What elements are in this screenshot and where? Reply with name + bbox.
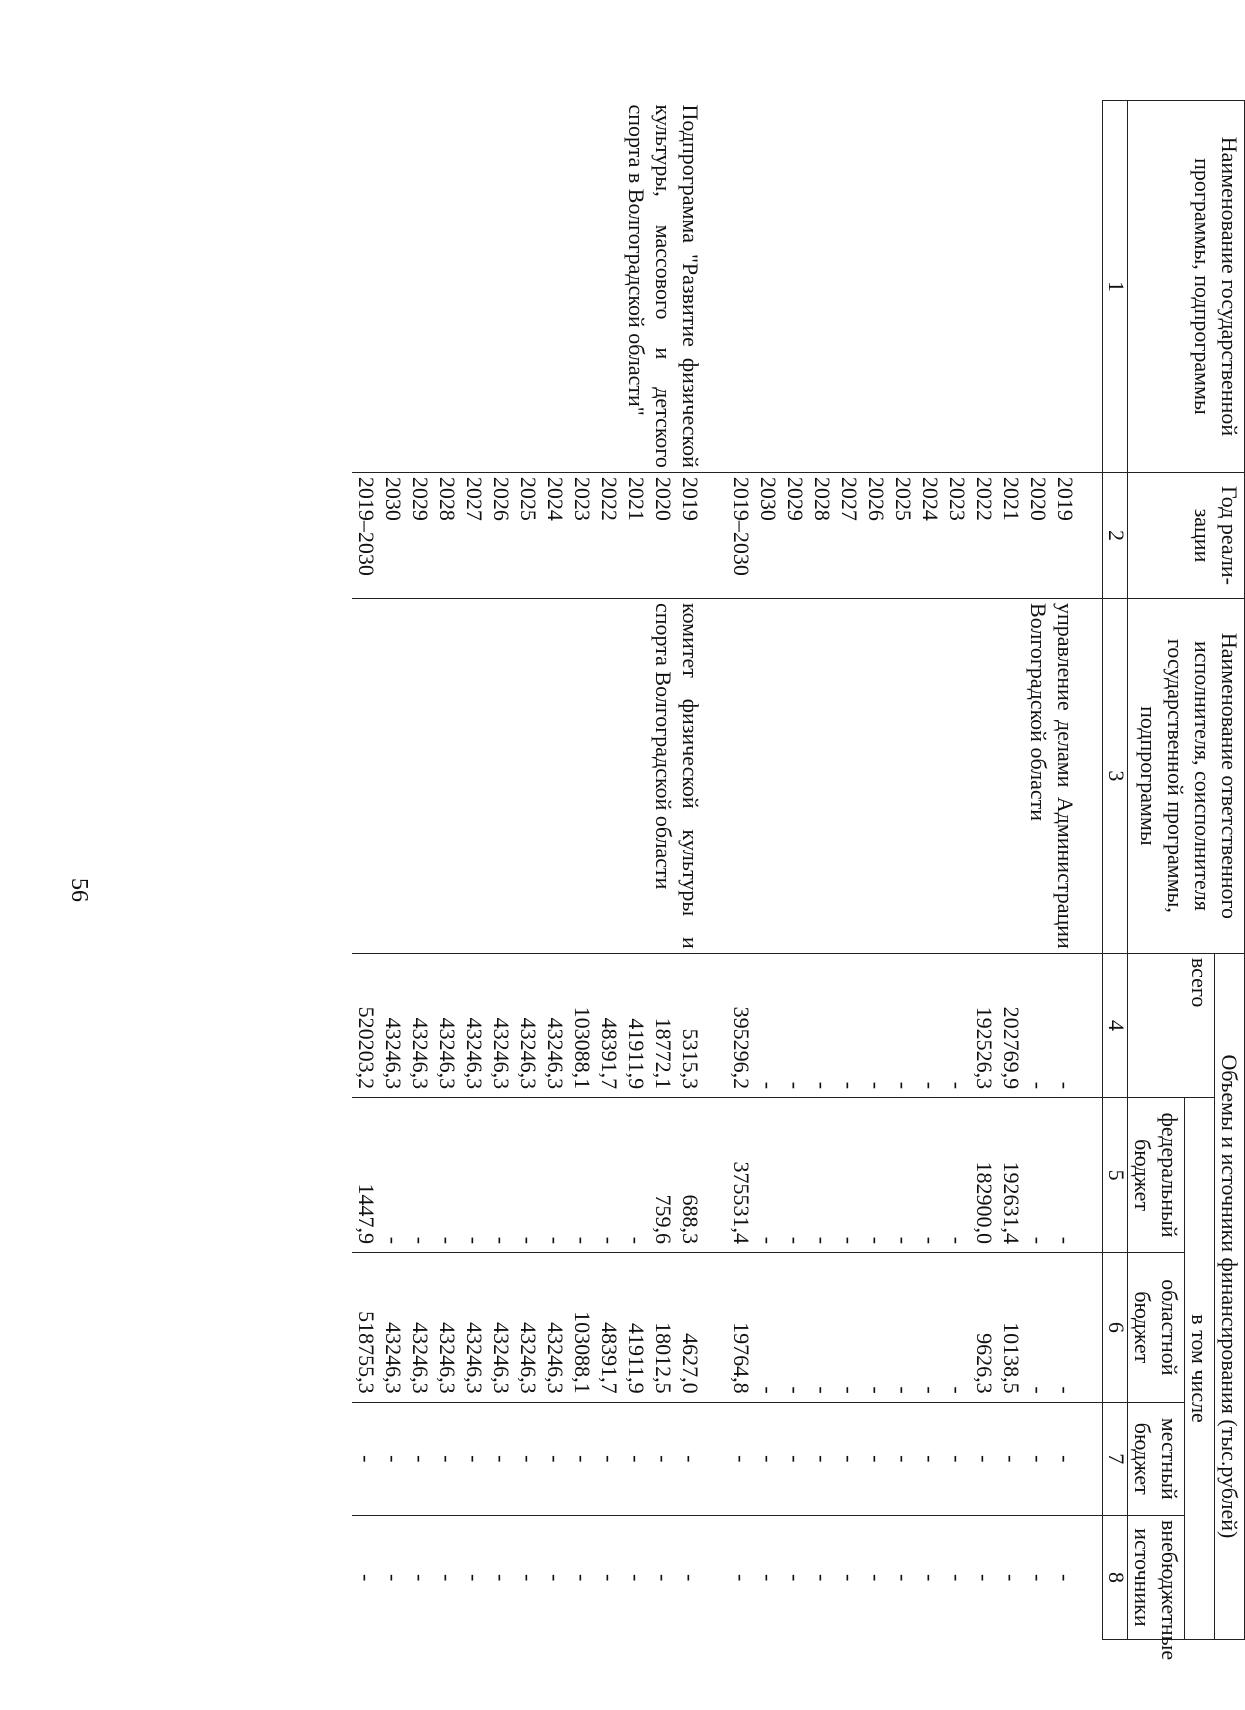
table-cell-total: 192526,3 bbox=[972, 1006, 997, 1090]
table-cell-year: 2030 bbox=[381, 476, 406, 521]
table-cell-regional: - bbox=[783, 1386, 808, 1394]
table-cell-local: - bbox=[543, 1455, 568, 1463]
table-cell-total: 43246,3 bbox=[462, 1017, 487, 1090]
column-numbers-row bbox=[1103, 101, 1128, 1640]
table-cell-off: - bbox=[756, 1574, 781, 1582]
table-cell-off: - bbox=[651, 1574, 676, 1582]
table-cell-year: 2021 bbox=[999, 476, 1024, 521]
column-number: 7 bbox=[1103, 1402, 1128, 1515]
local-column bbox=[352, 1402, 705, 1515]
table-cell-year: 2019 bbox=[678, 476, 703, 521]
years-column bbox=[352, 472, 705, 598]
table-cell-total: 48391,7 bbox=[597, 1017, 622, 1090]
table-cell-regional: 43246,3 bbox=[543, 1322, 568, 1394]
table-cell-regional: 19764,8 bbox=[729, 1322, 754, 1394]
table-cell-federal: - bbox=[945, 1236, 970, 1245]
column-number: 6 bbox=[1103, 1253, 1128, 1403]
table-cell-regional: 9626,3 bbox=[972, 1333, 997, 1394]
header-regional: областной бюджет bbox=[1128, 1253, 1185, 1403]
table-cell-total: - bbox=[945, 1081, 970, 1090]
table-cell-local: - bbox=[570, 1455, 595, 1463]
offbudget-column bbox=[727, 1515, 1080, 1639]
table-cell-year: 2021 bbox=[624, 476, 649, 521]
table-cell-year: 2030 bbox=[756, 476, 781, 521]
table-cell-year: 2026 bbox=[864, 476, 889, 521]
table-cell-federal: - bbox=[381, 1236, 406, 1245]
column-number: 8 bbox=[1103, 1515, 1128, 1639]
table-cell-local: - bbox=[624, 1455, 649, 1463]
table-cell-federal: - bbox=[597, 1236, 622, 1245]
table-cell-federal: 1447,9 bbox=[354, 1183, 379, 1245]
table-cell-year: 2022 bbox=[597, 476, 622, 521]
table-cell-local: - bbox=[918, 1455, 943, 1463]
program-name-cell: Подпрограмма "Развитие физической культуры, массового и детского спорта в Волгоградской области" bbox=[352, 101, 705, 473]
table-cell-regional: - bbox=[1053, 1386, 1078, 1394]
table-cell-regional: - bbox=[945, 1386, 970, 1394]
table-cell-federal: - bbox=[918, 1236, 943, 1245]
table-cell-year: 2022 bbox=[972, 476, 997, 521]
table-cell-total: 43246,3 bbox=[516, 1017, 541, 1090]
table-cell-regional: 10138,5 bbox=[999, 1322, 1024, 1394]
table-cell-total: 5315,3 bbox=[678, 1028, 703, 1090]
table-cell-total: 41911,9 bbox=[624, 1018, 649, 1090]
table-cell-off: - bbox=[543, 1574, 568, 1582]
federal-column bbox=[727, 1098, 1080, 1253]
table-cell-federal: - bbox=[864, 1236, 889, 1245]
table-cell-total: - bbox=[810, 1081, 835, 1090]
table-cell-off: - bbox=[945, 1574, 970, 1582]
table-cell-local: - bbox=[678, 1455, 703, 1463]
executor-name-cell: управление делами Администрации Волгоградской области bbox=[727, 599, 1080, 954]
table-cell-off: - bbox=[1026, 1574, 1051, 1582]
table-cell-federal: 688,3 bbox=[678, 1194, 703, 1245]
column-number: 5 bbox=[1103, 1098, 1128, 1253]
table-cell-year: 2026 bbox=[489, 476, 514, 521]
table-cell-off: - bbox=[837, 1574, 862, 1582]
block-executor-admin bbox=[727, 101, 1103, 1640]
table-cell-year: 2028 bbox=[810, 476, 835, 521]
table-cell-local: - bbox=[810, 1455, 835, 1463]
table-cell-regional: 43246,3 bbox=[489, 1322, 514, 1394]
regional-column bbox=[352, 1253, 705, 1403]
table-cell-local: - bbox=[999, 1455, 1024, 1463]
table-cell-year: 2027 bbox=[837, 476, 862, 521]
table-cell-federal: - bbox=[810, 1236, 835, 1245]
table-cell-year: 2025 bbox=[891, 476, 916, 521]
table-cell-off: - bbox=[462, 1574, 487, 1582]
table-cell-off: - bbox=[729, 1574, 754, 1582]
regional-column bbox=[727, 1253, 1080, 1403]
table-cell-year: 2024 bbox=[543, 476, 568, 521]
table-cell-regional: 43246,3 bbox=[462, 1322, 487, 1394]
table-cell-regional: 41911,9 bbox=[624, 1322, 649, 1394]
table-cell-regional: - bbox=[864, 1386, 889, 1394]
table-cell-federal: - bbox=[1053, 1236, 1078, 1245]
table-cell-year: 2029 bbox=[408, 476, 433, 521]
table-cell-federal: - bbox=[462, 1236, 487, 1245]
table-cell-total: - bbox=[783, 1081, 808, 1090]
table-cell-regional: 43246,3 bbox=[408, 1322, 433, 1394]
table-cell-local: - bbox=[435, 1455, 460, 1463]
column-number: 3 bbox=[1103, 599, 1128, 954]
header-federal: федеральный бюджет bbox=[1128, 1098, 1185, 1253]
table-cell-local: - bbox=[354, 1455, 379, 1463]
table-cell-off: - bbox=[918, 1574, 943, 1582]
table-cell-year: 2020 bbox=[1026, 476, 1051, 521]
total-column bbox=[727, 953, 1080, 1097]
table-cell-off: - bbox=[999, 1574, 1024, 1582]
table-cell-federal: - bbox=[1026, 1236, 1051, 1245]
table-cell-total: 18772,1 bbox=[651, 1017, 676, 1090]
table-cell-federal: 375531,4 bbox=[729, 1161, 754, 1245]
table-cell-total: - bbox=[1026, 1081, 1051, 1090]
column-number: 4 bbox=[1103, 953, 1128, 1097]
header-financing-group: Объемы и источники финансирования (тыс.рублей) bbox=[1215, 953, 1245, 1639]
table-cell-local: - bbox=[1053, 1455, 1078, 1463]
header-total: всего bbox=[1128, 953, 1215, 1097]
local-column bbox=[727, 1402, 1080, 1515]
table-cell-regional: - bbox=[1026, 1386, 1051, 1394]
header-local: местный бюджет bbox=[1128, 1402, 1185, 1515]
table-cell-total: 43246,3 bbox=[489, 1017, 514, 1090]
table-cell-off: - bbox=[624, 1574, 649, 1582]
table-cell-off: - bbox=[891, 1574, 916, 1582]
table-cell-total: 43246,3 bbox=[543, 1017, 568, 1090]
table-cell-local: - bbox=[1026, 1455, 1051, 1463]
table-cell-regional: 518755,3 bbox=[354, 1311, 379, 1394]
table-cell-federal: 192631,4 bbox=[999, 1161, 1024, 1245]
table-cell-off: - bbox=[810, 1574, 835, 1582]
table-cell-total: - bbox=[1053, 1081, 1078, 1090]
table-cell-year: 2019–2030 bbox=[354, 476, 379, 576]
table-cell-local: - bbox=[462, 1455, 487, 1463]
table-cell-total: - bbox=[864, 1081, 889, 1090]
table-cell-federal: - bbox=[543, 1236, 568, 1245]
table-cell-off: - bbox=[489, 1574, 514, 1582]
table-cell-federal: - bbox=[570, 1236, 595, 1245]
table-cell-regional: 43246,3 bbox=[381, 1322, 406, 1394]
table-cell-regional: - bbox=[918, 1386, 943, 1394]
table-cell-regional: 103088,1 bbox=[570, 1311, 595, 1394]
table-cell-total: - bbox=[891, 1081, 916, 1090]
header-year: Год реали-зации bbox=[1128, 472, 1245, 598]
table-cell-federal: 182900,0 bbox=[972, 1161, 997, 1245]
table-cell-off: - bbox=[354, 1574, 379, 1582]
table-cell-year: 2020 bbox=[651, 476, 676, 521]
table-cell-year: 2019 bbox=[1053, 476, 1078, 521]
table-cell-year: 2023 bbox=[570, 476, 595, 521]
table-cell-local: - bbox=[945, 1455, 970, 1463]
table-cell-year: 2028 bbox=[435, 476, 460, 521]
table-cell-local: - bbox=[864, 1455, 889, 1463]
header-program: Наименование государственной программы, подпрограммы bbox=[1128, 101, 1245, 473]
table-cell-year: 2024 bbox=[918, 476, 943, 521]
table-cell-regional: 43246,3 bbox=[435, 1322, 460, 1394]
executor-name-cell: комитет физической культуры и спорта Волгоградской области bbox=[352, 599, 705, 954]
table-cell-regional: 43246,3 bbox=[516, 1322, 541, 1394]
table-cell-federal: - bbox=[408, 1236, 433, 1245]
table-cell-total: 395296,2 bbox=[729, 1006, 754, 1090]
table-cell-off: - bbox=[570, 1574, 595, 1582]
table-cell-federal: - bbox=[756, 1236, 781, 1245]
table-cell-local: - bbox=[516, 1455, 541, 1463]
table-cell-total: 43246,3 bbox=[408, 1017, 433, 1090]
financing-table bbox=[352, 100, 1245, 1661]
table-cell-regional: 18012,5 bbox=[651, 1322, 676, 1394]
table-cell-federal: - bbox=[489, 1236, 514, 1245]
table-cell-total: 103088,1 bbox=[570, 1006, 595, 1090]
table-cell-year: 2023 bbox=[945, 476, 970, 521]
table-cell-local: - bbox=[408, 1455, 433, 1463]
program-name-cell bbox=[727, 101, 1080, 473]
table-cell-federal: - bbox=[435, 1236, 460, 1245]
federal-column bbox=[352, 1098, 705, 1253]
table-cell-total: 43246,3 bbox=[435, 1017, 460, 1090]
table-cell-federal: - bbox=[624, 1236, 649, 1245]
table-cell-year: 2019–2030 bbox=[729, 476, 754, 576]
table-cell-total: 520203,2 bbox=[354, 1006, 379, 1090]
offbudget-column bbox=[352, 1515, 705, 1639]
table-cell-federal: - bbox=[783, 1236, 808, 1245]
years-column bbox=[727, 472, 1080, 598]
table-cell-local: - bbox=[756, 1455, 781, 1463]
table-cell-federal: - bbox=[837, 1236, 862, 1245]
column-number: 1 bbox=[1103, 101, 1128, 473]
page-number: 56 bbox=[66, 878, 92, 902]
table-cell-off: - bbox=[864, 1574, 889, 1582]
header-executor: Наименование ответственного исполнителя, соисполнителя государственной программы, подпрограммы bbox=[1128, 599, 1245, 954]
column-number: 2 bbox=[1103, 472, 1128, 598]
table-cell-total: - bbox=[756, 1081, 781, 1090]
table-cell-off: - bbox=[1053, 1574, 1078, 1582]
table-cell-local: - bbox=[837, 1455, 862, 1463]
table-cell-regional: - bbox=[891, 1386, 916, 1394]
table-cell-local: - bbox=[783, 1455, 808, 1463]
table-cell-off: - bbox=[597, 1574, 622, 1582]
table-cell-local: - bbox=[651, 1455, 676, 1463]
table-cell-regional: 48391,7 bbox=[597, 1322, 622, 1394]
table-cell-off: - bbox=[516, 1574, 541, 1582]
table-cell-federal: 759,6 bbox=[651, 1194, 676, 1245]
table-cell-total: - bbox=[918, 1081, 943, 1090]
table-cell-year: 2025 bbox=[516, 476, 541, 521]
header-offbudget: внебюджетные источники bbox=[1128, 1515, 1185, 1639]
table-cell-total: 43246,3 bbox=[381, 1017, 406, 1090]
table-cell-local: - bbox=[972, 1455, 997, 1463]
block-subprogram-sport bbox=[352, 101, 727, 1640]
table-cell-year: 2027 bbox=[462, 476, 487, 521]
table-cell-off: - bbox=[381, 1574, 406, 1582]
table-cell-total: 202769,9 bbox=[999, 1006, 1024, 1090]
rotated-table-sheet bbox=[170, 100, 1245, 1661]
table-cell-regional: - bbox=[756, 1386, 781, 1394]
header-including: в том числе bbox=[1185, 1098, 1215, 1640]
table-cell-federal: - bbox=[891, 1236, 916, 1245]
table-cell-total: - bbox=[837, 1081, 862, 1090]
total-column bbox=[352, 953, 705, 1097]
table-cell-off: - bbox=[435, 1574, 460, 1582]
table-cell-year: 2029 bbox=[783, 476, 808, 521]
table-cell-off: - bbox=[783, 1574, 808, 1582]
table-cell-local: - bbox=[597, 1455, 622, 1463]
table-cell-local: - bbox=[729, 1455, 754, 1463]
table-cell-federal: - bbox=[516, 1236, 541, 1245]
table-cell-local: - bbox=[489, 1455, 514, 1463]
table-cell-regional: 4627,0 bbox=[678, 1333, 703, 1394]
table-cell-regional: - bbox=[837, 1386, 862, 1394]
table-cell-off: - bbox=[972, 1574, 997, 1582]
table-cell-off: - bbox=[678, 1574, 703, 1582]
table-cell-regional: - bbox=[810, 1386, 835, 1394]
table-cell-local: - bbox=[381, 1455, 406, 1463]
table-cell-off: - bbox=[408, 1574, 433, 1582]
table-cell-local: - bbox=[891, 1455, 916, 1463]
